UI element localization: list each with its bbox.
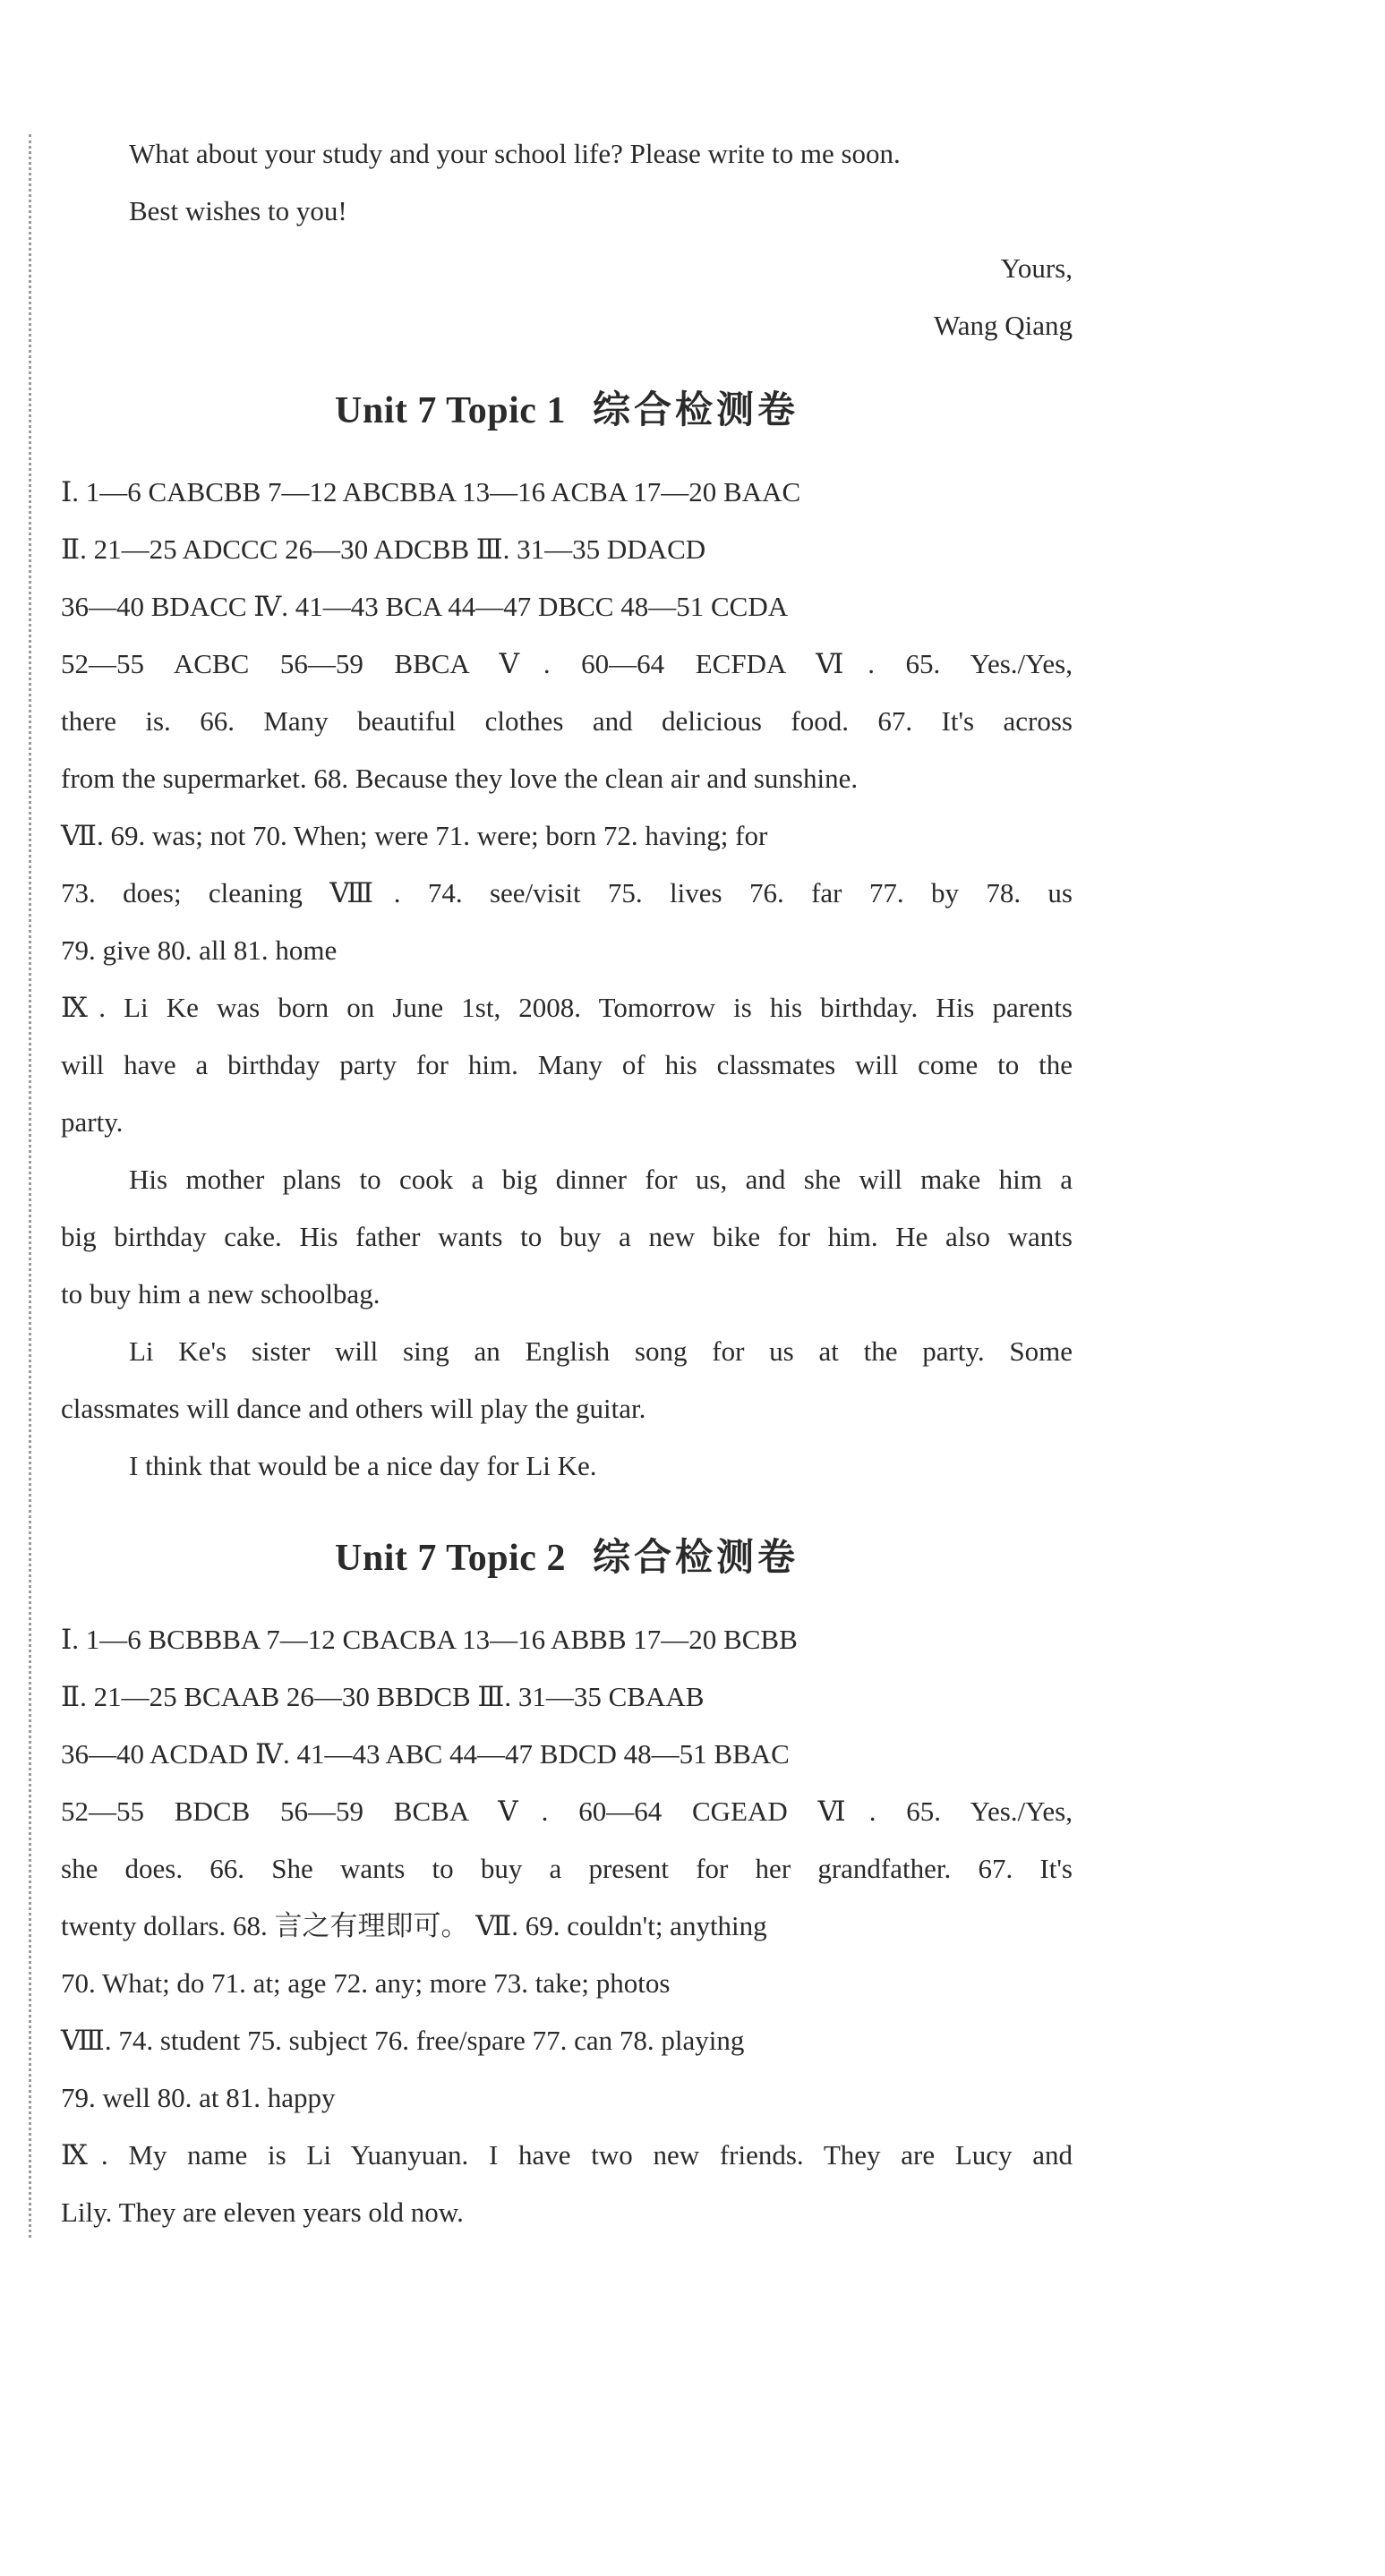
answer-line: 36—40 ACDAD Ⅳ. 41—43 ABC 44—47 BDCD 48—51 BBAC bbox=[61, 1738, 790, 1770]
answer-line: Ⅰ. 1—6 CABCBB 7—12 ABCBBA 13—16 ACBA 17—20 BAAC bbox=[61, 476, 801, 508]
answer-line: 79. give 80. all 81. home bbox=[61, 934, 338, 966]
essay-line: to buy him a new schoolbag. bbox=[61, 1278, 380, 1309]
answer-line: 52—55 BDCB 56—59 BCBA Ⅴ. 60—64 CGEAD Ⅵ. 65. Yes./Yes, bbox=[61, 1796, 1073, 1827]
topic2-title-cn: 综合检测卷 bbox=[592, 1535, 799, 1579]
answer-line: 70. What; do 71. at; age 72. any; more 73. take; photos bbox=[61, 1967, 671, 1999]
topic2-title bbox=[61, 1531, 1073, 1585]
answer-line: from the supermarket. 68. Because they love the clean air and sunshine. bbox=[61, 763, 859, 794]
letter-signature: Wang Qiang bbox=[933, 310, 1073, 341]
essay-line: Ⅸ. Li Ke was born on June 1st, 2008. Tomorrow is his birthday. His parents bbox=[61, 992, 1073, 1023]
answer-line: Ⅶ. 69. was; not 70. When; were 71. were; born 72. having; for bbox=[61, 820, 768, 851]
letter-line: What about your study and your school life? Please write to me soon. bbox=[129, 138, 901, 169]
topic1-title-en: Unit 7 Topic 1 bbox=[335, 390, 566, 431]
answer-line: twenty dollars. 68. 言之有理即可。 Ⅶ. 69. couldn't; anything bbox=[61, 1910, 767, 1941]
answer-line: 36—40 BDACC Ⅳ. 41—43 BCA 44—47 DBCC 48—51 CCDA bbox=[61, 591, 789, 622]
answer-line: 73. does; cleaning Ⅷ. 74. see/visit 75. lives 76. far 77. by 78. us bbox=[61, 877, 1073, 908]
essay-line: will have a birthday party for him. Many of his classmates will come to the bbox=[61, 1049, 1073, 1080]
letter-ending bbox=[61, 125, 1073, 354]
essay-line: His mother plans to cook a big dinner for us, and she will make him a bbox=[129, 1164, 1073, 1195]
essay-line: Ⅸ. My name is Li Yuanyuan. I have two new friends. They are Lucy and bbox=[61, 2139, 1073, 2171]
essay-line: big birthday cake. His father wants to buy a new bike for him. He also wants bbox=[61, 1221, 1073, 1252]
answer-line: Ⅰ. 1—6 BCBBBA 7—12 CBACBA 13—16 ABBB 17—20 BCBB bbox=[61, 1624, 798, 1655]
answer-line: Ⅱ. 21—25 ADCCC 26—30 ADCBB Ⅲ. 31—35 DDACD bbox=[61, 533, 706, 565]
answer-line: Ⅷ. 74. student 75. subject 76. free/spare 77. can 78. playing bbox=[61, 2025, 745, 2056]
essay-line: classmates will dance and others will play the guitar. bbox=[61, 1393, 646, 1424]
topic1-answers bbox=[61, 464, 1073, 1495]
topic2-title-en: Unit 7 Topic 2 bbox=[335, 1538, 566, 1579]
binding-margin-dotted-line bbox=[29, 134, 31, 2238]
essay-line: I think that would be a nice day for Li Ke. bbox=[129, 1450, 597, 1481]
letter-line: Best wishes to you! bbox=[129, 195, 347, 226]
essay-line: Li Ke's sister will sing an English song for us at the party. Some bbox=[129, 1335, 1073, 1367]
topic1-title-cn: 综合检测卷 bbox=[592, 388, 799, 431]
answer-line: 79. well 80. at 81. happy bbox=[61, 2082, 336, 2113]
answer-line: there is. 66. Many beautiful clothes and delicious food. 67. It's across bbox=[61, 705, 1073, 737]
answer-line: Ⅱ. 21—25 BCAAB 26—30 BBDCB Ⅲ. 31—35 CBAAB bbox=[61, 1681, 705, 1712]
answer-line: 52—55 ACBC 56—59 BBCA Ⅴ. 60—64 ECFDA Ⅵ. 65. Yes./Yes, bbox=[61, 648, 1073, 679]
topic1-title bbox=[61, 383, 1073, 438]
answer-line: she does. 66. She wants to buy a present for her grandfather. 67. It's bbox=[61, 1853, 1073, 1884]
essay-line: party. bbox=[61, 1106, 124, 1138]
topic2-answers bbox=[61, 1611, 1073, 2241]
letter-closing: Yours, bbox=[1000, 252, 1073, 284]
essay-line: Lily. They are eleven years old now. bbox=[61, 2196, 464, 2228]
